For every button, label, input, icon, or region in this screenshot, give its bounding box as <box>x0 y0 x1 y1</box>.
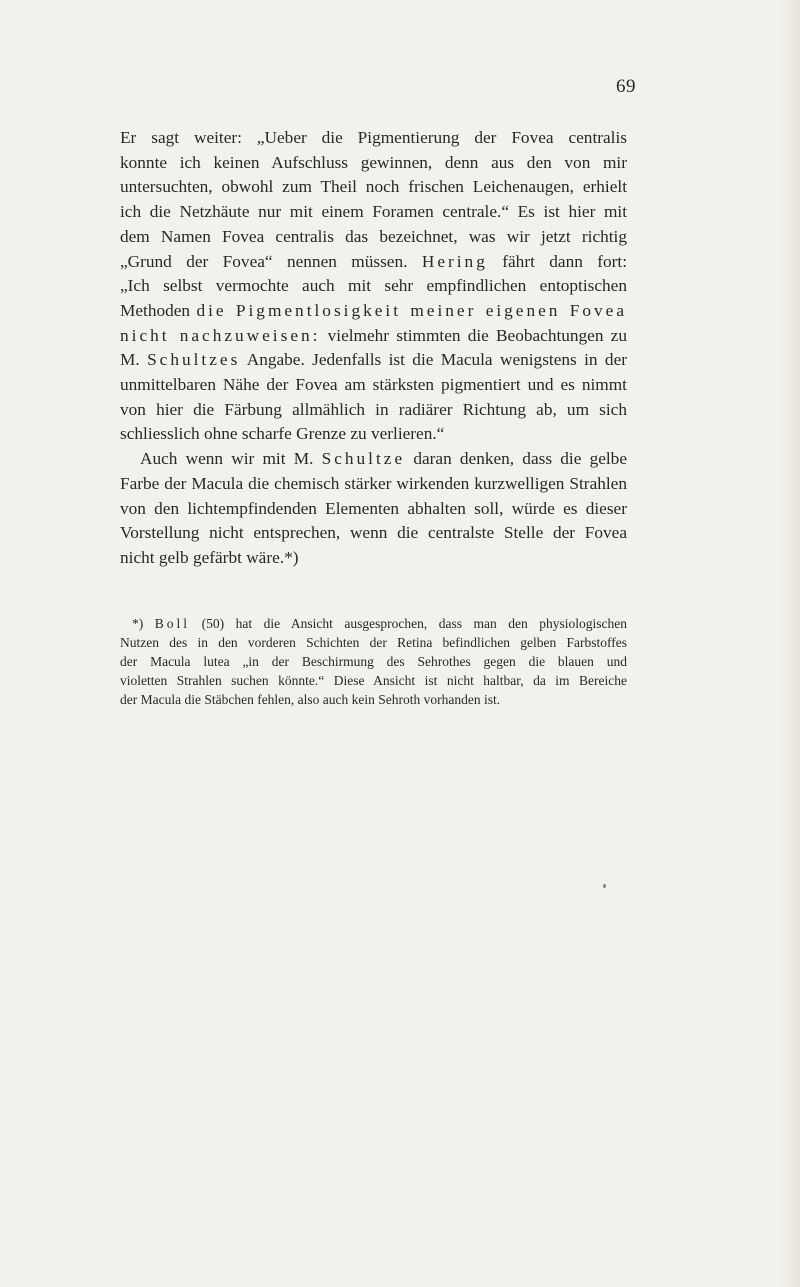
footnote-line: der Macula die Stäbchen fehlen, also auch kein Sehroth vorhanden ist. <box>120 692 501 707</box>
text-line <box>120 324 627 349</box>
text-line <box>120 447 627 472</box>
text-line: konnte ich keinen Aufschluss gewinnen, denn aus den von mir <box>120 152 627 172</box>
footnote-line: Nutzen des in den vorderen Schichten der Retina befindlichen gelben Farbstoffes <box>120 635 627 650</box>
paper-speck <box>603 884 606 888</box>
text-line <box>120 299 627 324</box>
text-line <box>120 250 627 275</box>
emphasis-spaced: die Pigmentlosigkeit meiner eigenen Fovea <box>196 300 628 320</box>
text-line: von hier die Färbung allmählich in radiärer Richtung ab, um sich <box>120 399 627 419</box>
text-line: dem Namen Fovea centralis das bezeichnet, was wir jetzt richtig <box>120 226 627 246</box>
text-run: daran denken, dass die gelbe <box>413 449 627 469</box>
text-line: Vorstellung nicht entsprechen, wenn die centralste Stelle der Fovea <box>120 523 627 543</box>
text-run: Auch wenn wir mit M. <box>140 449 314 469</box>
footnote-line: violetten Strahlen suchen könnte.“ Diese Ansicht ist nicht haltbar, da im Bereiche <box>120 673 627 688</box>
text-run: vielmehr stimmten die Beobachtungen zu <box>327 325 627 345</box>
footnote-author: Boll <box>154 616 191 631</box>
text-line <box>120 348 627 373</box>
footnote <box>120 614 627 709</box>
author-name-spaced: Hering <box>421 251 488 271</box>
page-edge-shadow <box>778 0 800 1287</box>
footnote-line: der Macula lutea „in der Beschirmung des Sehrothes gegen die blauen und <box>120 654 627 669</box>
main-text <box>120 126 627 571</box>
author-name-spaced: Schultzes <box>147 350 241 370</box>
page-number: 69 <box>616 76 636 97</box>
text-line: „Ich selbst vermochte auch mit sehr empfindlichen entoptischen <box>120 276 627 296</box>
emphasis-spaced: nicht nachzuweisen: <box>120 325 321 345</box>
text-run: „Grund der Fovea“ nennen müssen. <box>120 251 408 271</box>
text-line: untersuchten, obwohl zum Theil noch frischen Leichenaugen, erhielt <box>120 177 627 197</box>
text-run: Angabe. Jedenfalls ist die Macula wenigstens in der <box>246 350 628 370</box>
text-run: M. <box>120 350 140 370</box>
text-line: nicht gelb gefärbt wäre.*) <box>120 547 299 567</box>
text-line: Farbe der Macula die chemisch stärker wirkenden kurzwelligen Strahlen <box>120 473 627 493</box>
text-run: Methoden <box>120 300 191 320</box>
text-line: von den lichtempfindenden Elementen abhalten soll, würde es dieser <box>120 498 627 518</box>
text-line: schliesslich ohne scharfe Grenze zu verlieren.“ <box>120 424 445 444</box>
text-line: ich die Netzhäute nur mit einem Foramen centrale.“ Es ist hier mit <box>120 202 627 222</box>
text-line: unmittelbaren Nähe der Fovea am stärksten pigmentiert und es nimmt <box>120 375 627 395</box>
author-name-spaced: Schultze <box>321 449 406 469</box>
text-run: fährt dann fort: <box>502 251 628 271</box>
text-line: Er sagt weiter: „Ueber die Pigmentierung der Fovea centralis <box>120 128 627 147</box>
text-run: hat die Ansicht ausgesprochen, dass man den physiologischen <box>235 616 628 631</box>
footnote-marker: *) <box>132 616 144 631</box>
footnote-line <box>120 614 627 633</box>
footnote-reference: (50) <box>201 616 225 631</box>
